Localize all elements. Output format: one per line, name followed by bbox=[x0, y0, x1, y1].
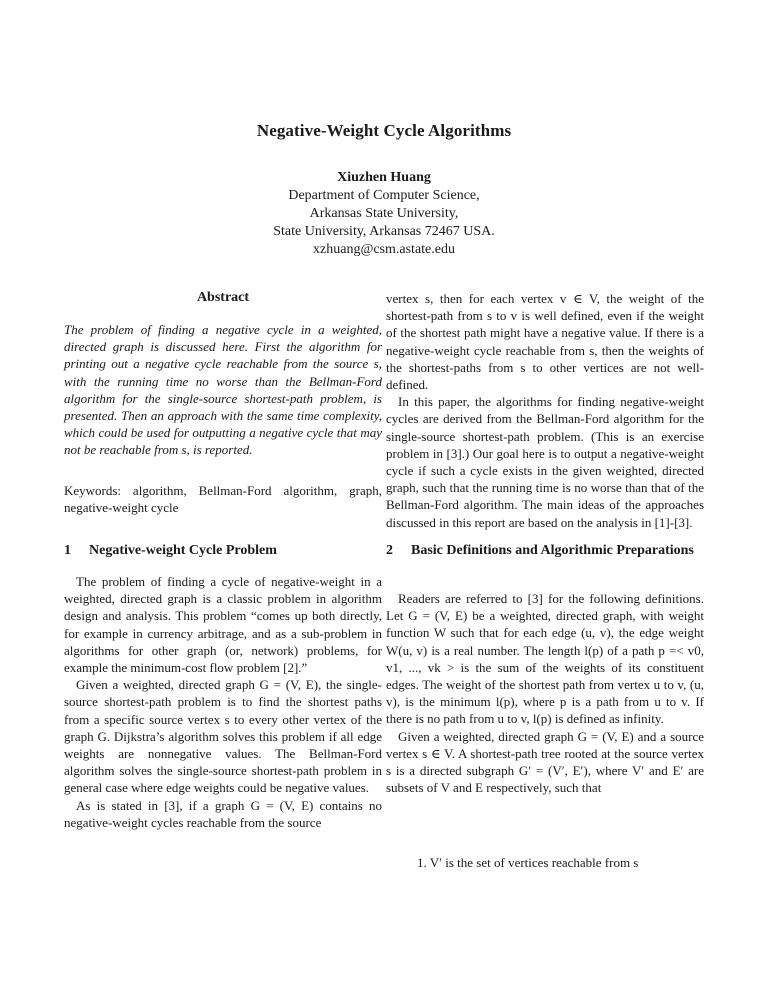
section-2-body bbox=[386, 590, 704, 796]
section-1-title: Negative-weight Cycle Problem bbox=[89, 543, 277, 558]
author-email: xzhuang@csm.astate.edu bbox=[313, 242, 455, 257]
abstract-text bbox=[64, 321, 382, 459]
author-university: Arkansas State University, bbox=[309, 206, 459, 221]
section-1-paragraph-1: The problem of finding a cycle of negative-weight in a weighted, directed graph is a classic problem in algorithm design and analysis. This problem “comes up both directly, for example in currency arbitrage, and as a sub-problem in algorithms for other graph (or, network) problems, for example the minimum-cost flow problem [2].” bbox=[64, 574, 382, 676]
section-1-body bbox=[64, 573, 382, 831]
section-2-number: 2 bbox=[386, 543, 393, 558]
section-2-title: Basic Definitions and Algorithmic Preparations bbox=[411, 543, 694, 558]
author-block bbox=[0, 169, 768, 259]
abstract-heading: Abstract bbox=[196, 290, 250, 305]
right-column-paragraph-2: In this paper, the algorithms for finding negative-weight cycles are derived from the Bellman-Ford algorithm for the single-source shortest-path problem. (This is an exercise problem in [3].) Our goal here is to output a negative-weight cycle if such a cycle exists in the given weighted, directed graph, such that the running time is no worse than that of the Bellman-Ford algorithm. The main ideas of the approaches discussed in this report are based on the analysis in [1]-[3]. bbox=[386, 394, 704, 530]
section-1-paragraph-2: Given a weighted, directed graph G = (V, E), the single-source shortest-path problem is to find the shortest paths from a specific source vertex s to every other vertex of the graph G. Dijkstra’s algorithm solves this problem if all edge weights are nonnegative values. The Bellman-Ford algorithm solves the single-source shortest-path problem in general case where edge weights could be negative values. bbox=[64, 677, 382, 796]
paper-title: Negative-Weight Cycle Algorithms bbox=[256, 121, 512, 140]
definition-list-item-1: 1. V′ is the set of vertices reachable from s bbox=[417, 855, 639, 870]
section-2-heading bbox=[386, 542, 704, 559]
keywords bbox=[64, 482, 382, 516]
author-name: Xiuzhen Huang bbox=[337, 170, 431, 185]
right-column-continuation: vertex s, then for each vertex v ∈ V, the weight of the shortest-path from s to v is well defined, even if the weight of the shortest path might have a negative value. If there is a negative-weight cycle reachable from s, then the weights of the shortest-paths from s to other vertices are not well-defined. bbox=[386, 291, 704, 393]
abstract-paragraph: The problem of finding a negative cycle in a weighted, directed graph is discussed here. First the algorithm for printing out a negative cycle reachable from the source s, with the running time no worse than the Bellman-Ford algorithm for the single-source shortest-path problem, is presented. Then an approach with the same time complexity, which could be used for outputting a negative cycle that may not be reachable from s, is reported. bbox=[64, 322, 382, 458]
section-2-paragraph-1: Readers are referred to [3] for the following definitions. Let G = (V, E) be a weighted, directed graph, with weight function W such that for each edge (u, v), the edge weight W(u, v) is a real number. The length l(p) of a path p =< v0, v1, ..., vk > is the sum of the weights of its constituent edges. The weight of the shortest path from vertex u to v, (u, v), is the minimum l(p), where p is a path from u to v. If there is no path from u to v, l(p) is defined as infinity. bbox=[386, 591, 704, 727]
keywords-text: Keywords: algorithm, Bellman-Ford algorithm, graph, negative-weight cycle bbox=[64, 483, 382, 516]
section-1-heading bbox=[64, 542, 382, 559]
section-1-number: 1 bbox=[64, 543, 71, 558]
author-department: Department of Computer Science, bbox=[288, 188, 480, 203]
section-2-paragraph-2: Given a weighted, directed graph G = (V, E) and a source vertex s ∈ V. A shortest-path tree rooted at the source vertex s is a directed subgraph G′ = (V′, E′), where V′ and E′ are subsets of V and E respectively, such that bbox=[386, 728, 704, 796]
author-address: State University, Arkansas 72467 USA. bbox=[273, 224, 495, 239]
section-1-paragraph-3: As is stated in [3], if a graph G = (V, E) contains no negative-weight cycles reachable from the source bbox=[64, 797, 382, 830]
right-column-intro bbox=[386, 290, 704, 531]
